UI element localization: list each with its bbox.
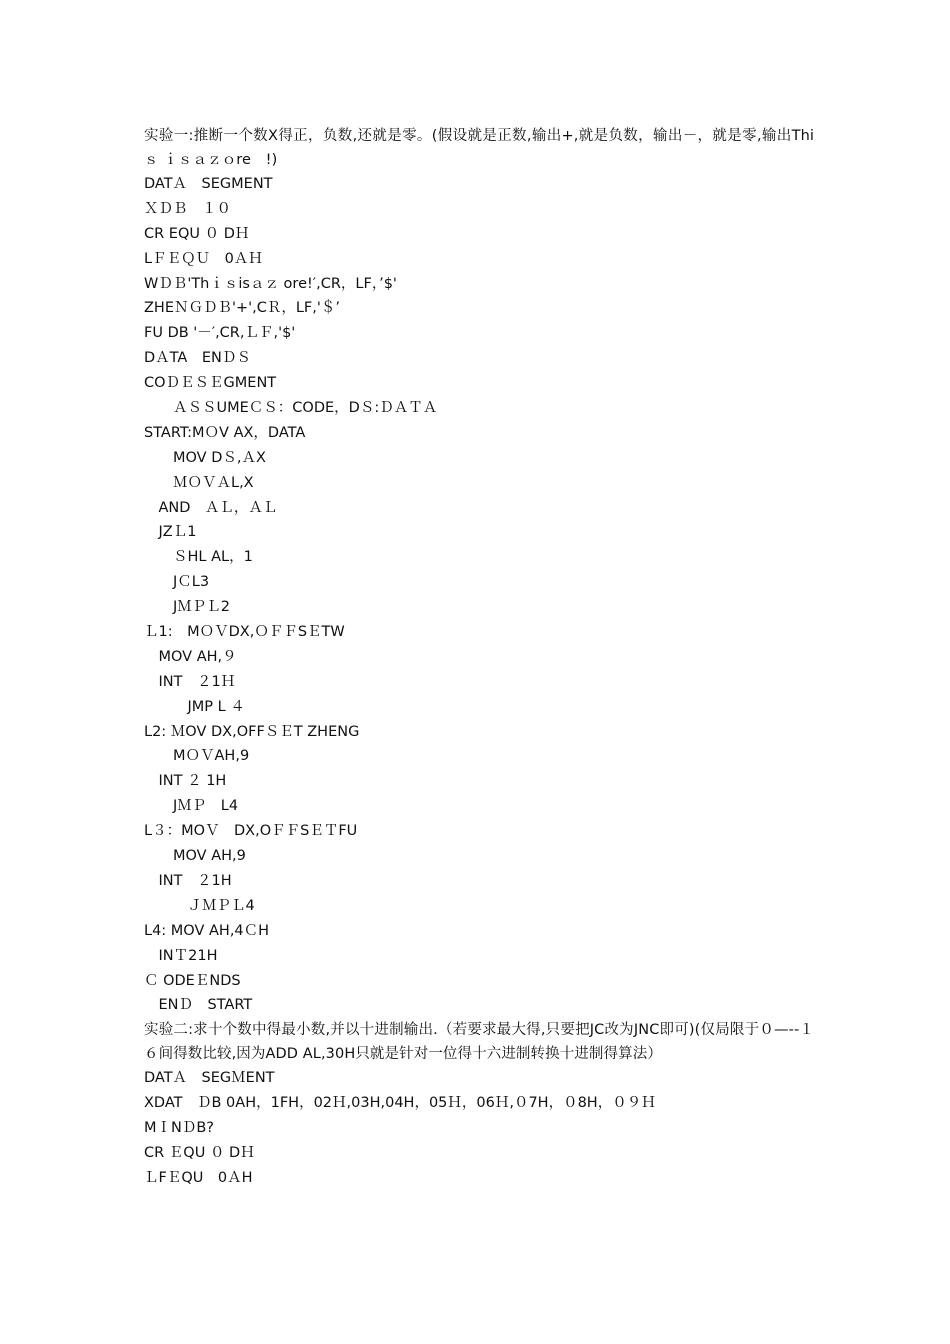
code-line: COＤＥＳＥGMENT [144, 375, 277, 392]
code-line: ＭＯＶＡL,X [144, 474, 254, 491]
code-line: MＯＶAH,9 [144, 748, 250, 765]
code-line: JMP L ４ [144, 698, 245, 715]
code-line: MOV AH,9 [144, 848, 246, 865]
paragraph: 实验二:求十个数中得最小数,并以十进制输出.（若要求最大得,只要把JC改为JNC即可)(仅局限于０—--１６间得数比较,因为ADD AL,30H只就是针对一位得十六进制转换十进制得算法） [144, 1022, 814, 1063]
code-line: DATＡ SEGＭENT [144, 1070, 275, 1087]
code-line: L３：MOＶ DX,OＦＦSＥＴFU [144, 823, 358, 840]
code-line: MOV DＳ,ＡX [144, 449, 266, 466]
code-line: Ｃ ODEＥNDS [144, 972, 241, 989]
code-line: Ｌ1: MＯＶDX,ＯＦＦSＥTW [144, 624, 345, 641]
code-line: ZHEＮＧＤＢ'+',CＲ，LF,'＄’ [144, 300, 340, 317]
code-line: WＤＢ'Thｉｓisａｚ ore!′,CR，LF，’$' [144, 275, 397, 292]
code-line: JZＬ1 [144, 524, 197, 541]
code-line: ＪＭＰＬ4 [144, 897, 255, 914]
code-line: ＸＤＢ １０ [144, 200, 231, 217]
code-line: DATＡ SEGMENT [144, 176, 273, 192]
code-line: CR EQU ０ DＨ [144, 225, 250, 242]
code-line: MOV AH,９ [144, 648, 237, 665]
code-line: L2: ＭOV DX,OFFＳＥT ZHENG [144, 723, 360, 740]
code-line: INT ２1H [144, 872, 232, 889]
code-line: ＡＳＳUMEＣＳ：CODE，DＳ:ＤＡＴＡ [144, 400, 438, 417]
code-line: INＴ21H [144, 947, 218, 964]
paragraph: 实验一:推断一个数X得正，负数,还就是零。(假设就是正数,输出+,就是负数，输出－，就是零,输出Thi ｓ ｉｓａｚｏre !) [144, 128, 814, 168]
code-line: LＦＥＱＵ 0ＡＨ [144, 250, 263, 267]
code-line: INT ２1Ｈ [144, 673, 236, 690]
code-line: L4: MOV AH,4ＣH [144, 922, 270, 939]
code-line: ＬFＥQU 0ＡH [144, 1169, 253, 1186]
code-line: JＣL3 [144, 574, 210, 591]
code-line: START:MＯV AX，DATA [144, 424, 306, 441]
code-line: INT ２ 1H [144, 773, 227, 790]
code-line: CR ＥQU ０ DＨ [144, 1144, 255, 1161]
document-body [144, 124, 814, 1191]
code-line: XDAT ＤB 0AH，1FH，02Ｈ,03H,04H，05Ｈ，06Ｈ,０7H，０8H，０９Ｈ [144, 1095, 656, 1112]
code-line: JＭＰ L4 [144, 798, 239, 815]
code-line: FU DB '－′,CR,ＬＦ,'$' [144, 325, 296, 342]
code-line: MＩNＤB? [144, 1120, 215, 1137]
code-line: ENＤ START [144, 997, 253, 1014]
code-line: JＭＰＬ2 [144, 599, 231, 616]
code-line: ＳHL AL，1 [144, 549, 253, 566]
code-line: DＡTA ENＤＳ [144, 350, 251, 367]
code-line: AND ＡＬ，ＡＬ [144, 499, 278, 516]
